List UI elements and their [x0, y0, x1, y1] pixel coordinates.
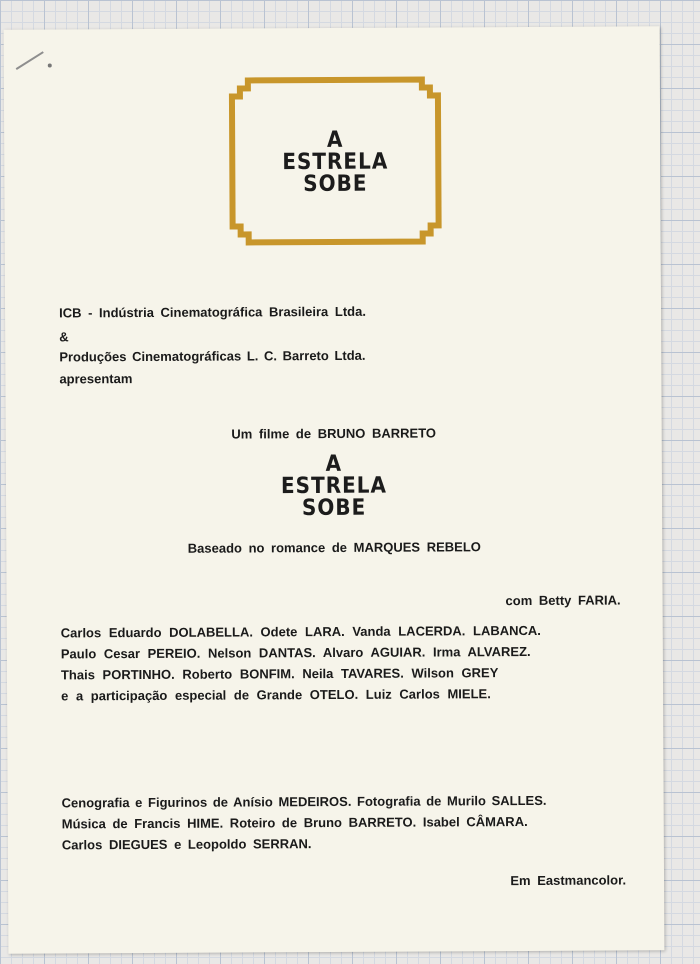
boxed-title	[224, 125, 446, 197]
based-on-line: Baseado no romance de MARQUES REBELO	[187, 539, 481, 556]
crew-line-3: Carlos DIEGUES e Leopoldo SERRAN.	[61, 836, 312, 853]
title-frame	[224, 75, 447, 246]
film-title-line-3: SOBE	[301, 493, 367, 521]
film-title-line-1: A	[325, 449, 343, 477]
director-line: Um filme de BRUNO BARRETO	[231, 425, 437, 442]
ampersand: &	[59, 329, 69, 345]
staple-hole	[48, 63, 52, 67]
cast-line-1: Carlos Eduardo DOLABELLA. Odete LARA. Vanda LACERDA. LABANCA.	[60, 622, 541, 641]
document-page	[4, 26, 665, 953]
crew-line-1: Cenografia e Figurinos de Anísio MEDEIROS. Fotografia de Murilo SALLES.	[61, 792, 547, 811]
boxed-title-line-1: A	[326, 125, 344, 153]
cast-line-2: Paulo Cesar PEREIO. Nelson DANTAS. Alvaro AGUIAR. Irma ALVAREZ.	[60, 643, 531, 662]
cast-line-4: e a participação especial de Grande OTELO. Luiz Carlos MIELE.	[61, 686, 491, 704]
presents-line: apresentam	[59, 371, 133, 387]
film-title	[6, 450, 662, 519]
boxed-title-line-2: ESTRELA	[282, 147, 389, 175]
film-title-line-2: ESTRELA	[280, 471, 388, 499]
boxed-title-line-3: SOBE	[303, 169, 368, 197]
starring-line: com Betty FARIA.	[505, 592, 621, 609]
cast-line-3: Thais PORTINHO. Roberto BONFIM. Neila TAVARES. Wilson GREY	[60, 665, 499, 683]
company-line-1: ICB - Indústria Cinematográfica Brasileira Ltda.	[59, 303, 366, 321]
color-process-line: Em Eastmancolor.	[510, 872, 627, 889]
staple-mark	[16, 51, 44, 70]
company-line-2: Produções Cinematográficas L. C. Barreto Ltda.	[59, 347, 366, 365]
crew-line-2: Música de Francis HIME. Roteiro de Bruno BARRETO. Isabel CÂMARA.	[61, 813, 528, 832]
